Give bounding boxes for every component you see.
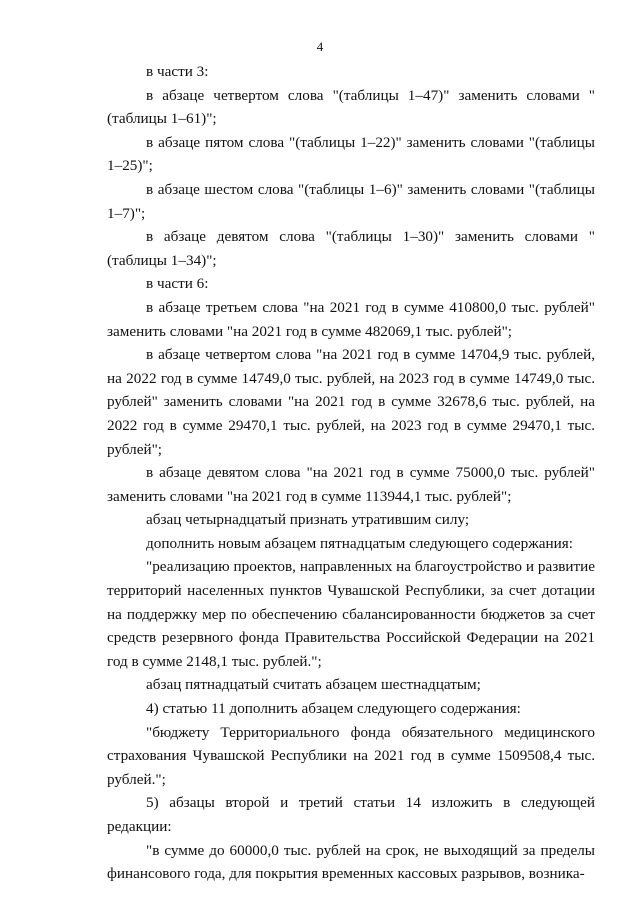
paragraph: в абзаце девятом слова "на 2021 год в сумме 75000,0 тыс. рублей" заменить словами "на 2021 год в сумме 113944,1 тыс. рублей"; [107, 464, 595, 505]
paragraph: в части 3: [146, 63, 209, 80]
paragraph: в абзаце четвертом слова "(таблицы 1–47)" заменить словами "(таблицы 1–61)"; [107, 86, 595, 128]
document-body [107, 60, 595, 886]
paragraph: в абзаце девятом слова "(таблицы 1–30)" заменить словами "(таблицы 1–34)"; [107, 228, 595, 269]
paragraph: 4) статью 11 дополнить абзацем следующего содержания: [146, 700, 521, 718]
paragraph: абзац четырнадцатый признать утратившим силу; [146, 511, 470, 529]
paragraph: "бюджету Территориального фонда обязательного медицинского страхования Чувашской Республики на 2021 год в сумме 1509508,4 тыс. рублей."; [107, 723, 595, 788]
paragraph: в абзаце четвертом слова "на 2021 год в сумме 14704,9 тыс. рублей, на 2022 год в сумме 14749,0 тыс. рублей, на 2023 год в сумме 14749,0 тыс. рублей" заменить словами "на 2021 год в сумме 32678,6 тыс. рублей, на 2022 год в сумме 29470,1 тыс. рублей, на 2023 год в сумме 29470,1 тыс. рублей"; [107, 346, 595, 458]
paragraph: "в сумме до 60000,0 тыс. рублей на срок, не выходящий за пределы финансового года, для покрытия временных кассовых разрывов, возника- [107, 841, 595, 883]
page-number: 4 [316, 39, 324, 54]
paragraph: абзац пятнадцатый считать абзацем шестнадцатым; [146, 676, 481, 694]
paragraph: дополнить новым абзацем пятнадцатым следующего содержания: [146, 534, 573, 552]
paragraph: в части 6: [146, 275, 209, 293]
paragraph: 5) абзацы второй и третий статьи 14 изложить в следующей редакции: [107, 794, 595, 835]
paragraph: в абзаце шестом слова "(таблицы 1–6)" заменить словами "(таблицы 1–7)"; [107, 180, 595, 222]
paragraph: в абзаце третьем слова "на 2021 год в сумме 410800,0 тыс. рублей" заменить словами "на 2021 год в сумме 482069,1 тыс. рублей"; [107, 298, 595, 340]
paragraph: в абзаце пятом слова "(таблицы 1–22)" заменить словами "(таблицы 1–25)"; [107, 133, 595, 175]
paragraph: "реализацию проектов, направленных на благоустройство и развитие территорий населенных пунктов Чувашской Республики, за счет дотации на поддержку мер по обеспечению сбалансированности бюджетов за счет средств резервного фонда Правительства Российской Федерации на 2021 год в сумме 2148,1 тыс. рублей."; [107, 558, 595, 670]
